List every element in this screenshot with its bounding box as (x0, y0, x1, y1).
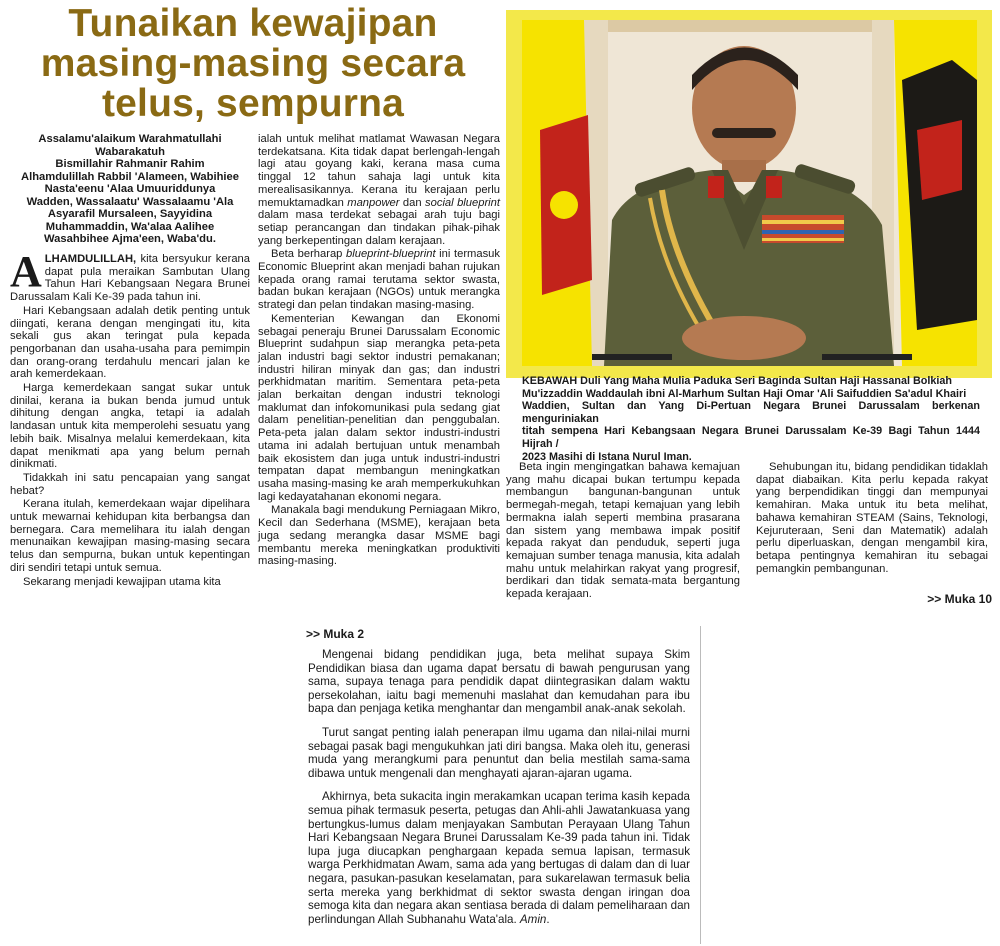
lead-text: kita bersyukur kerana dapat pula meraikan Sambutan Ulang Tahun Hari Kebangsaan Negara Brunei Darussalam Kali Ke-39 pada tahun ini. (10, 253, 250, 304)
greeting-line: Wadden, Wassalaatu' Wassalaamu 'Ala (26, 195, 234, 208)
caption-line: 2023 Masihi di Istana Nurul Iman. (522, 450, 692, 463)
column-rule (700, 626, 701, 944)
greeting-line: Muhammaddin, Wa'alaa Aalihee (45, 220, 215, 233)
italic-term: social blueprint (425, 196, 500, 209)
paragraph: Harga kemerdekaan sangat sukar untuk dinilai, kerana ia bukan benda jumud untuk dihitung dengan angka, tetapi ia adalah landasan untuk kita memperolehi sesuatu yang lebih baik. Misalnya melalui kemerdekaan, kita dapat menikmati apa yang belum pernah dinikmati. (10, 382, 250, 471)
paragraph (258, 133, 500, 247)
text-run: . (546, 912, 550, 926)
caption-line: titah sempena Hari Kebangsaan Negara Brunei Darussalam Ke-39 Bagi Tahun 1444 Hijrah / (522, 425, 980, 450)
greeting-line: Wabarakatuh (95, 145, 165, 158)
paragraph: Sekarang menjadi kewajipan utama kita (23, 575, 221, 588)
article-column-1 (10, 247, 250, 588)
italic-term: manpower (347, 196, 400, 209)
paragraph (308, 790, 690, 926)
continued-page-10: >> Muka 10 (927, 592, 992, 606)
continued-from-page-2: >> Muka 2 (306, 627, 365, 641)
paragraph: Kerana itulah, kemerdekaan wajar dipelihara untuk mewarnai kehidupan kita berbangsa dan bernegara. Cara memelihara itu ialah dengan menunaikan kewajipan masing-masing secara telus dan sempurna, bukan untuk kepentingan diri sendiri tetapi untuk semua. (10, 498, 250, 574)
text-run: ialah untuk melihat matlamat Wawasan Negara terdekatsana. Kita tidak dapat berlengah-lengah lagi atau goyang kaki, kerana masa cuma tinggal 12 tahun sahaja lagi untuk kita merealisasikannya. Kerana itu kerajaan perlu memuktamadkan (258, 133, 500, 209)
article-continuation (308, 648, 690, 926)
text-run: Akhirnya, beta sukacita ingin merakamkan ucapan terima kasih kepada semua pihak termasuk peserta, petugas dan Ahli-ahli Jawatankuasa yang bertungkus-lumus dalam menjayakan Sambutan Perayaan Ulang Tahun Hari Kebangsaan Negara Brunei Darussalam Ke-39 pada tahun ini. Tidak lupa juga diucapkan penghargaan kepada semua lapisan, termasuk warga Perkhidmatan Awam, sama ada yang bertugas di dalam dan di luar negara, pasukan-pasukan keselamatan, para sukarelawan termasuk belia serta mereka yang berkhidmat di sektor swasta dengan iringan doa semoga kita dan negara akan sentiasa berada di dalam pemeliharaan dan perlindungan Allah Subhanahu Wata'ala. (308, 790, 690, 926)
paragraph: Mengenai bidang pendidikan juga, beta melihat supaya Skim Pendidikan biasa dan ugama dapat bersatu di bawah pengurusan yang sama, supaya tenaga para pendidik dapat diintegrasikan dalam waktu persekolahan, iaitu bagi memenuhi maslahat dan kemudahan para ibu bapa dan penjaga ketika menghantar dan mengambil anak-anak sekolah. (308, 648, 690, 716)
caption-line: Waddien, Sultan dan Yang Di-Pertuan Negara Brunei Darussalam berkenan menguriniakan (522, 400, 980, 425)
portrait-illustration (522, 20, 977, 366)
italic-term: Amin (519, 912, 547, 926)
caption-line: KEBAWAH Duli Yang Maha Mulia Paduka Seri Baginda Sultan Haji Hassanal Bolkiah (522, 375, 952, 387)
greeting-block (10, 133, 250, 246)
text-run: dan (399, 196, 426, 209)
paragraph: Kementerian Kewangan dan Ekonomi sebagai peneraju Brunei Darussalam Economic Blueprint sudahpun siap merangka peta-peta jalan industri bagi sektor industri pemakanan; industri hiliran minyak dan gas; dan industri perkhidmatan maritim. Sementara peta-peta jalan berkaitan dengan industri teknologi maklumat dan infokomunikasi pula sedang giat dalam penelitian-penelitian dan penggubalan. Peta-peta jalan dalam sektor industri-industri utama ini adalah bertujuan untuk menambah baik ekosistem dan juga untuk industri-industri tempatan dapat membangun meningkatkan usaha masing-masing ke arah memperkukuhkan lagi kedayatahanan ekonomi negara. (258, 312, 500, 503)
portrait-photo (522, 20, 977, 366)
text-run: dalam masa terdekat sebagai arah tuju bagi setiap perancangan dan tindakan pihak-pihak yang berkepentingan dalam kerajaan. (258, 209, 500, 247)
paragraph: Beta ingin mengingatkan bahawa kemajuan yang mahu dicapai bukan tertumpu kepada membangun bangunan-bangunan untuk bermegah-megah, tetapi kemajuan yang lebih bermakna ialah seperti membina prasarana dan sistem yang membawa impak positif kepada rakyat dan penduduk, seperti juga kemajuan sumber tenaga manusia, kita adalah mahu untuk melahirkan rakyat yang progresif, berdikari dan tidak semata-mata bergantung kepada kerajaan. (506, 461, 740, 601)
paragraph: Tidakkah ini satu pencapaian yang sangat hebat? (10, 471, 250, 497)
lead-paragraph (10, 247, 250, 304)
paragraph: Manakala bagi mendukung Perniagaan Mikro, Kecil dan Sederhana (MSME), kerajaan beta juga sedang merangka dasar MSME bagi membantu mereka meningkatkan produktiviti masing-masing. (258, 504, 500, 568)
paragraph: Turut sangat penting ialah penerapan ilmu ugama dan nilai-nilai murni sebagai pasak bagi mengukuhkan jati diri bangsa. Maka oleh itu, generasi muda yang merangkumi para penuntut dan belia mestilah sama-sama dibawa untuk mengenali dan menghayati ajaran-ajaran ugama. (308, 725, 690, 780)
headline-line-2: masing-masing secara (40, 42, 466, 85)
headline (8, 4, 498, 124)
article-column-4 (756, 461, 988, 575)
greeting-line: Wasahbihee Ajma'een, Waba'du. (44, 233, 216, 245)
greeting-line: Assalamu'alaikum Warahmatullahi (38, 133, 222, 145)
article-column-2 (258, 133, 500, 568)
headline-line-1: Tunaikan kewajipan (68, 2, 438, 45)
paragraph (258, 248, 500, 312)
greeting-line: Alhamdulillah Rabbil 'Alameen, Wabihiee (21, 170, 239, 183)
drop-cap: A (10, 247, 42, 296)
greeting-line: Nasta'eenu 'Alaa Umuuriddunya (44, 183, 216, 195)
photo-caption (522, 375, 980, 463)
lead-bold-word: LHAMDULILLAH, (44, 253, 137, 265)
caption-line: Mu'izzaddin Waddaulah ibni Al-Marhum Sultan Haji Omar 'Ali Saifuddien Sa'adul Khairi (522, 387, 967, 400)
text-run: Beta berharap (271, 248, 347, 261)
article-column-3 (506, 461, 740, 601)
headline-line-3: telus, sempurna (101, 82, 405, 125)
text-run: ini termasuk Economic Blueprint akan menjadi bahan rujukan kepada orang ramai terutama sektor swasta, badan bukan kerajaan (NGOs) untuk merangka strategi dan pelan tindakan masing-masing. (258, 248, 500, 312)
paragraph: Hari Kebangsaan adalah detik penting untuk diingati, kerana dengan mengingati itu, kita sekali gus akan teringat pula kepada pengorbanan dan usaha-usaha para pemimpin dan orang-orang terdahulu mencari jalan ke arah kemerdekaan. (10, 304, 250, 381)
italic-term: blueprint-blueprint (346, 248, 436, 261)
paragraph: Sehubungan itu, bidang pendidikan tidaklah dapat diabaikan. Kita perlu kepada rakyat yang berpendidikan tinggi dan mempunyai kemahiran. Maka untuk itu beta melihat, bahawa kemahiran STEAM (Sains, Teknologi, Kejuruteraan, Seni dan Matematik) adalah perlu diperluaskan, dengan mengambil kira, betapa pentingnya kemahiran itu sebagai pemangkin pembangunan. (756, 461, 988, 575)
greeting-line: Bismillahir Rahmanir Rahim (55, 158, 205, 170)
greeting-line: Asyarafil Mursaleen, Sayyidina (47, 208, 213, 220)
